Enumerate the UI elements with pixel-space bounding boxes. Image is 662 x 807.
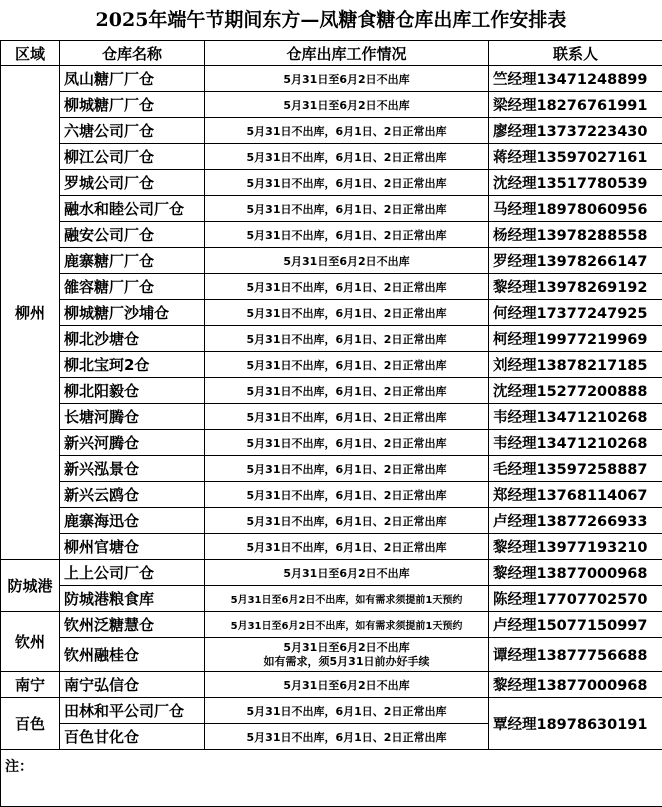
region-fangchenggang: 防城港 — [1, 560, 60, 612]
warehouse-name: 新兴云鸥仓 — [60, 482, 205, 508]
warehouse-contact: 覃经理18978630191 — [489, 698, 662, 750]
warehouse-status: 5月31日不出库，6月1日、2日正常出库 — [205, 170, 489, 196]
table-row — [1, 222, 662, 248]
warehouse-contact: 梁经理18276761991 — [489, 92, 662, 118]
table-row — [1, 378, 662, 404]
warehouse-contact: 黎经理13877000968 — [489, 672, 662, 698]
warehouse-name: 六塘公司厂仓 — [60, 118, 205, 144]
table-row — [1, 586, 662, 612]
table-row — [1, 196, 662, 222]
table-row — [1, 612, 662, 638]
region-qinzhou: 钦州 — [1, 612, 60, 672]
warehouse-name: 长塘河腾仓 — [60, 404, 205, 430]
table-row — [1, 534, 662, 560]
warehouse-contact: 沈经理15277200888 — [489, 378, 662, 404]
warehouse-name: 柳北阳毅仓 — [60, 378, 205, 404]
warehouse-status: 5月31日至6月2日不出库，如有需求须提前1天预约 — [205, 612, 489, 638]
warehouse-name: 凤山糖厂厂仓 — [60, 66, 205, 92]
region-baise: 百色 — [1, 698, 60, 750]
warehouse-contact: 罗经理13978266147 — [489, 248, 662, 274]
table-row — [1, 698, 662, 724]
warehouse-name: 田林和平公司厂仓 — [60, 698, 205, 724]
status-line-2: 如有需求，须5月31日前办好手续 — [205, 655, 488, 669]
warehouse-name: 融安公司厂仓 — [60, 222, 205, 248]
warehouse-name: 防城港粮食库 — [60, 586, 205, 612]
table-row — [1, 326, 662, 352]
table-row — [1, 404, 662, 430]
warehouse-contact: 黎经理13978269192 — [489, 274, 662, 300]
warehouse-contact: 廖经理13737223430 — [489, 118, 662, 144]
warehouse-status: 5月31日至6月2日不出库 — [205, 560, 489, 586]
note-label: 注： — [1, 750, 662, 807]
warehouse-name: 鹿寨海迅仓 — [60, 508, 205, 534]
warehouse-contact: 杨经理13978288558 — [489, 222, 662, 248]
warehouse-name: 钦州泛糖慧仓 — [60, 612, 205, 638]
warehouse-contact: 韦经理13471210268 — [489, 430, 662, 456]
warehouse-contact: 刘经理13878217185 — [489, 352, 662, 378]
warehouse-name: 新兴河腾仓 — [60, 430, 205, 456]
warehouse-contact: 蒋经理13597027161 — [489, 144, 662, 170]
table-row — [1, 170, 662, 196]
warehouse-contact: 柯经理19977219969 — [489, 326, 662, 352]
header-status: 仓库出库工作情况 — [205, 41, 489, 66]
status-line-1: 5月31日至6月2日不出库 — [205, 641, 488, 655]
warehouse-status: 5月31日不出库，6月1日、2日正常出库 — [205, 404, 489, 430]
warehouse-status: 5月31日不出库，6月1日、2日正常出库 — [205, 430, 489, 456]
warehouse-status: 5月31日不出库，6月1日、2日正常出库 — [205, 698, 489, 724]
warehouse-contact: 黎经理13977193210 — [489, 534, 662, 560]
header-contact: 联系人 — [489, 41, 662, 66]
note-row — [1, 750, 662, 807]
table-row — [1, 274, 662, 300]
warehouse-name: 南宁弘信仓 — [60, 672, 205, 698]
warehouse-status: 5月31日不出库，6月1日、2日正常出库 — [205, 508, 489, 534]
warehouse-status: 5月31日不出库，6月1日、2日正常出库 — [205, 456, 489, 482]
region-nanning: 南宁 — [1, 672, 60, 698]
warehouse-status: 5月31日至6月2日不出库 — [205, 248, 489, 274]
warehouse-status: 5月31日不出库，6月1日、2日正常出库 — [205, 326, 489, 352]
table-row — [1, 672, 662, 698]
warehouse-name: 新兴泓景仓 — [60, 456, 205, 482]
warehouse-contact: 马经理18978060956 — [489, 196, 662, 222]
warehouse-status: 5月31日不出库，6月1日、2日正常出库 — [205, 118, 489, 144]
warehouse-status: 5月31日至6月2日不出库 — [205, 66, 489, 92]
warehouse-name: 罗城公司厂仓 — [60, 170, 205, 196]
warehouse-status: 5月31日不出库，6月1日、2日正常出库 — [205, 482, 489, 508]
table-row — [1, 352, 662, 378]
schedule-table — [0, 41, 662, 807]
warehouse-contact: 谭经理13877756688 — [489, 638, 662, 672]
header-row — [1, 41, 662, 66]
warehouse-contact: 毛经理13597258887 — [489, 456, 662, 482]
table-row — [1, 456, 662, 482]
table-row — [1, 638, 662, 672]
header-region: 区域 — [1, 41, 60, 66]
warehouse-status — [205, 638, 489, 672]
warehouse-name: 柳州官塘仓 — [60, 534, 205, 560]
table-row — [1, 92, 662, 118]
warehouse-status: 5月31日不出库，6月1日、2日正常出库 — [205, 196, 489, 222]
warehouse-name: 柳北沙塘仓 — [60, 326, 205, 352]
table-row — [1, 430, 662, 456]
warehouse-contact: 竺经理13471248899 — [489, 66, 662, 92]
table-row — [1, 66, 662, 92]
table-row — [1, 560, 662, 586]
warehouse-name: 鹿寨糖厂厂仓 — [60, 248, 205, 274]
warehouse-contact: 卢经理13877266933 — [489, 508, 662, 534]
table-row — [1, 248, 662, 274]
table-row — [1, 300, 662, 326]
header-warehouse: 仓库名称 — [60, 41, 205, 66]
warehouse-status: 5月31日不出库，6月1日、2日正常出库 — [205, 274, 489, 300]
warehouse-status: 5月31日不出库，6月1日、2日正常出库 — [205, 724, 489, 750]
table-row — [1, 508, 662, 534]
warehouse-name: 钦州融桂仓 — [60, 638, 205, 672]
warehouse-status: 5月31日不出库，6月1日、2日正常出库 — [205, 378, 489, 404]
warehouse-name: 柳江公司厂仓 — [60, 144, 205, 170]
warehouse-status: 5月31日不出库，6月1日、2日正常出库 — [205, 144, 489, 170]
warehouse-contact: 沈经理13517780539 — [489, 170, 662, 196]
warehouse-contact: 黎经理13877000968 — [489, 560, 662, 586]
warehouse-contact: 陈经理17707702570 — [489, 586, 662, 612]
region-liuzhou: 柳州 — [1, 66, 60, 560]
warehouse-contact: 郑经理13768114067 — [489, 482, 662, 508]
warehouse-name: 雒容糖厂厂仓 — [60, 274, 205, 300]
sheet-title: 2025年端午节期间东方—凤糖食糖仓库出库工作安排表 — [0, 0, 662, 41]
warehouse-status: 5月31日至6月2日不出库，如有需求须提前1天预约 — [205, 586, 489, 612]
warehouse-name: 上上公司厂仓 — [60, 560, 205, 586]
table-row — [1, 482, 662, 508]
warehouse-status: 5月31日至6月2日不出库 — [205, 672, 489, 698]
warehouse-name: 柳城糖厂沙埔仓 — [60, 300, 205, 326]
table-row — [1, 118, 662, 144]
warehouse-contact: 何经理17377247925 — [489, 300, 662, 326]
warehouse-status: 5月31日至6月2日不出库 — [205, 92, 489, 118]
table-row — [1, 144, 662, 170]
warehouse-name: 柳城糖厂厂仓 — [60, 92, 205, 118]
warehouse-name: 柳北宝珂2仓 — [60, 352, 205, 378]
warehouse-status: 5月31日不出库，6月1日、2日正常出库 — [205, 534, 489, 560]
warehouse-contact: 卢经理15077150997 — [489, 612, 662, 638]
warehouse-name: 百色甘化仓 — [60, 724, 205, 750]
warehouse-contact: 韦经理13471210268 — [489, 404, 662, 430]
warehouse-name: 融水和睦公司厂仓 — [60, 196, 205, 222]
warehouse-status: 5月31日不出库，6月1日、2日正常出库 — [205, 222, 489, 248]
warehouse-status: 5月31日不出库，6月1日、2日正常出库 — [205, 300, 489, 326]
warehouse-status: 5月31日不出库，6月1日、2日正常出库 — [205, 352, 489, 378]
